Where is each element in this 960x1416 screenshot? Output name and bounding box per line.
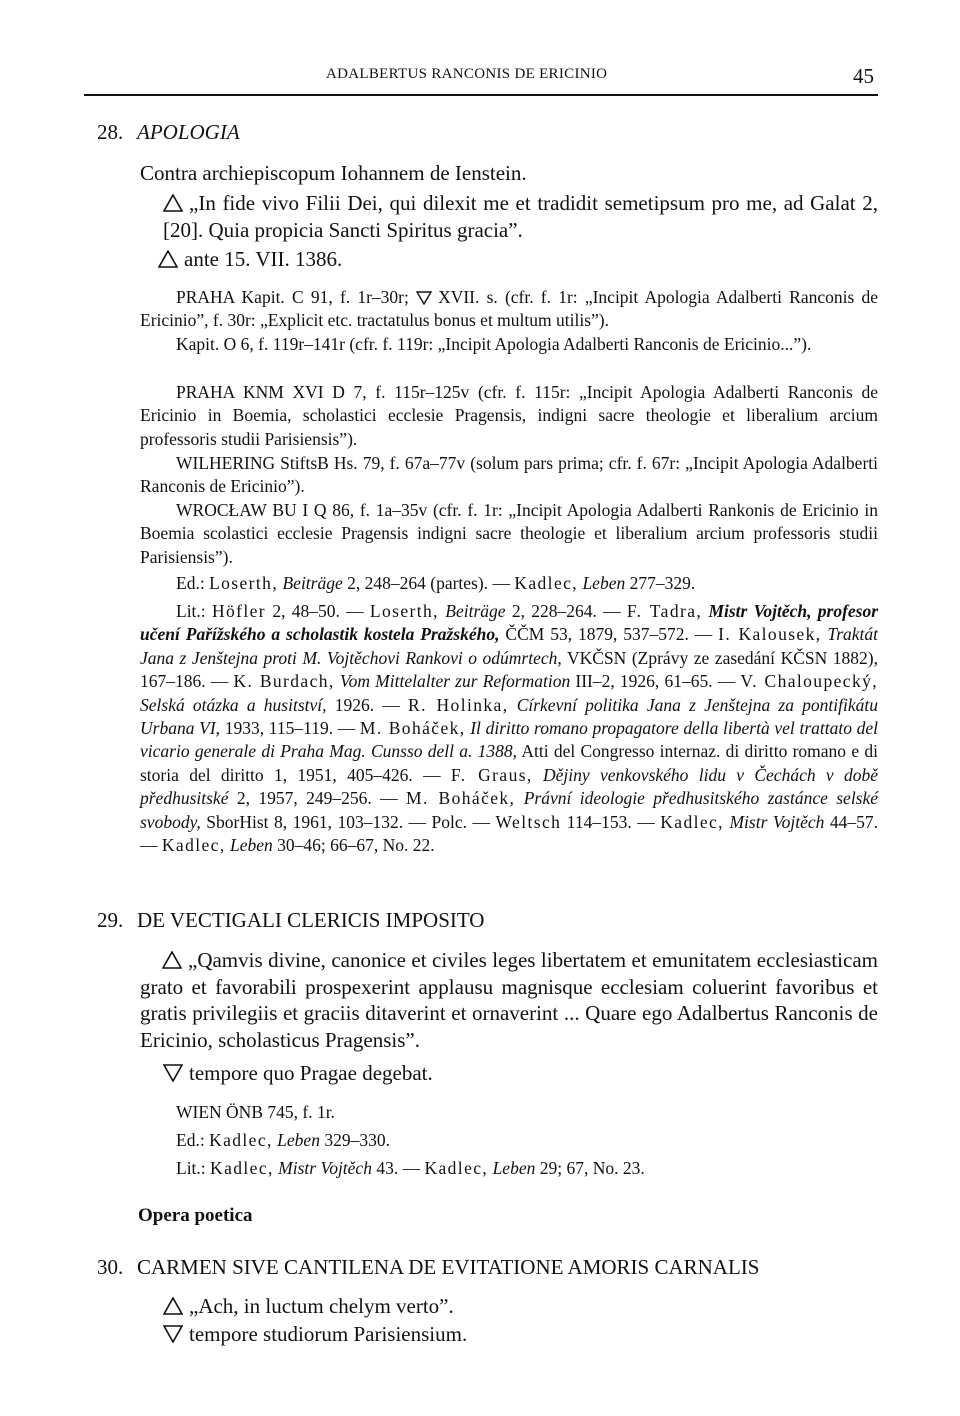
triangle-up-icon [158, 250, 178, 268]
citation: ČČM 53, 1879, 537–572. — [499, 624, 719, 645]
lit-label: Lit.: [176, 1158, 206, 1178]
ms-note: XVII. s. (cfr. f. 1r: „Incipit Apologia Adalberti Ranconis de Ericinio”, f. 30r: „Explicit etc. tractatulus bonus et multum utilis”). [140, 287, 878, 331]
citation: SborHist 8, 1961, 103–132. — Polc. — [200, 811, 496, 832]
section-heading: Opera poetica [138, 1205, 253, 1226]
entry-28-incipit [163, 190, 878, 243]
entry-29-incipit [140, 947, 878, 1053]
date-text: tempore studiorum Parisiensium. [189, 1322, 468, 1346]
citation: 2, 228–264. — [505, 601, 627, 621]
work-title: Právní ideologie předhusitského zastánce selské svobody, [140, 788, 879, 832]
page-header [84, 64, 878, 94]
entry-number: 30. [97, 1255, 124, 1279]
triangle-up-icon [163, 1297, 183, 1315]
citation: 1926. — [326, 694, 409, 715]
citation: 2, 48–50. — [266, 601, 370, 621]
citation: 43. — [376, 1158, 421, 1178]
citation: 44–57. — [140, 811, 879, 856]
work-title: Církevní politika Jana z Jenštejna za pontifikátu Urbana VI, [140, 694, 879, 739]
citation: 2, 248–264 (partes). — [347, 573, 510, 593]
author: Kadlec, [660, 811, 724, 832]
entry-30-date [163, 1321, 467, 1348]
ed-label: Ed.: [176, 1130, 205, 1150]
running-title: ADALBERTUS RANCONIS DE ERICINIO [326, 66, 608, 82]
work-title: Traktát Jana z Jenštejna proti M. Vojtěchovi Rankovi o odúmrtech, [140, 624, 878, 668]
triangle-up-icon [162, 951, 182, 969]
manuscript-praha-kapit-o6: Kapit. O 6, f. 119r–141r (cfr. f. 119r: „Incipit Apologia Adalberti Ranconis de Ericinio...”). [176, 334, 812, 354]
manuscript-wroclaw: WROCŁAW BU I Q 86, f. 1a–35v (cfr. f. 1r: „Incipit Apologia Adalberti Rankonis de Ericinio in Boemia scolastici ecclesie Pragensis indigni sacre theologie et liberalium arcium professoris studii Parisiensis”). [140, 500, 878, 567]
triangle-down-icon [163, 1325, 183, 1343]
work-title: Leben [229, 835, 273, 856]
entry-29-editions [176, 1129, 390, 1152]
author: Kadlec, [424, 1158, 489, 1178]
citation: III–2, 1926, 61–65. — [570, 671, 741, 692]
entry-29-heading [97, 908, 484, 933]
work-title: Il diritto romano propagatore della libertà vel trattato del vicario generale di Praha Mag. Cunsso dell a. 1388, [140, 718, 879, 762]
citation: 329–330. [324, 1130, 390, 1150]
date-text: tempore quo Pragae degebat. [189, 1061, 433, 1085]
citation: 2, 1957, 249–256. — [228, 788, 407, 809]
entry-title: APOLOGIA [137, 120, 240, 144]
page-number: 45 [853, 64, 874, 88]
entry-title: DE VECTIGALI CLERICIS IMPOSITO [137, 908, 485, 932]
incipit-text: „Ach, in luctum chelym verto”. [189, 1294, 454, 1318]
work-title: Mistr Vojtěch [729, 811, 825, 832]
entry-28-literature [140, 600, 878, 857]
incipit-text: „Qamvis divine, canonice et civiles leges libertatem et emunitatem ecclesiasticam grato et favorabili prospexerint applausu magnisque ecclesiam coluerint favoribus et gratis privilegiis et graciis ditaverint et ornaverint ... Quare ego Adalbertus Ranconis de Ericinio, scholasticus Pragensis”. [140, 948, 878, 1052]
entry-28-heading [97, 120, 240, 145]
incipit-text: „In fide vivo Filii Dei, qui dilexit me et tradidit semetipsum pro me, ad Galat 2, [20]. Quia propicia Sancti Spiritus gracia”. [163, 191, 878, 242]
citation: Atti del Congresso internaz. di diritto romano e di storia del diritto 1, 1951, 405–426. — [140, 741, 878, 785]
author: I. Kalousek, [718, 624, 822, 645]
author: Kadlec, [161, 835, 226, 856]
work-title: Beiträge [282, 573, 343, 593]
work-title: Leben [277, 1130, 320, 1150]
author: M. Boháček, [359, 718, 466, 739]
entry-title: CARMEN SIVE CANTILENA DE EVITATIONE AMORIS CARNALIS [137, 1255, 760, 1279]
author: Kadlec, [209, 1130, 273, 1150]
author: Loserth, [209, 573, 279, 593]
triangle-up-icon [163, 194, 183, 212]
work-title: Leben [582, 573, 626, 593]
author: Kadlec, [514, 573, 579, 593]
manuscript-praha-kapit-c91 [140, 286, 878, 333]
entry-28-subtitle: Contra archiepiscopum Iohannem de Ienstein. [140, 161, 527, 185]
work-title: Dějiny venkovského lidu v Čechách v době předhusitské [140, 764, 879, 809]
author: Weltsch [495, 811, 562, 832]
entry-29-literature [176, 1157, 645, 1180]
work-title: Leben [492, 1158, 536, 1178]
work-title: Beiträge [445, 601, 506, 621]
work-title: Selská otázka a husitství, [140, 694, 327, 715]
author: M. Boháček, [406, 788, 516, 809]
ms-shelfmark: PRAHA Kapit. C 91, f. 1r–30r; [176, 287, 409, 307]
citation: 30–46; 66–67, No. 22. [272, 835, 435, 856]
citation: VKČSN (Zprávy ze zasedání KČSN 1882), 167–186. — [140, 647, 878, 692]
work-title: Vom Mittelalter zur Reformation [339, 671, 571, 692]
author: K. Burdach, [233, 671, 335, 692]
citation: 114–153. — [561, 811, 661, 832]
author: F. Tadra, [626, 601, 703, 621]
entry-28-editions [140, 572, 878, 595]
triangle-down-icon [416, 291, 432, 305]
entry-30-heading [97, 1255, 759, 1280]
author: V. Chaloupecký, [740, 671, 879, 692]
author: F. Graus, [450, 764, 533, 785]
citation: 1933, 115–119. — [220, 718, 360, 739]
header-rule [84, 94, 878, 96]
author: Höfler [211, 601, 267, 621]
manuscript-praha-knm: PRAHA KNM XVI D 7, f. 115r–125v (cfr. f. 115r: „Incipit Apologia Adalberti Ranconis de Ericinio in Boemia, scholastici ecclesie Pragensis, indigni sacre theologie et liberalium arcium professoris studii Parisiensis”). [140, 382, 878, 449]
author: R. Holinka, [408, 694, 509, 715]
triangle-down-icon [163, 1064, 183, 1082]
manuscript-wilhering: WILHERING StiftsB Hs. 79, f. 67a–77v (solum pars prima; cfr. f. 67r: „Incipit Apologia Adalberti Ranconis de Ericinio”). [140, 453, 878, 497]
citation: 277–329. [629, 573, 696, 593]
date-text: ante 15. VII. 1386. [184, 247, 343, 271]
lit-label: Lit.: [176, 601, 206, 621]
entry-29-manuscript: WIEN ÖNB 745, f. 1r. [176, 1102, 335, 1122]
work-title: Mistr Vojtěch [278, 1158, 372, 1178]
entry-number: 29. [97, 908, 124, 932]
entry-30-incipit [163, 1293, 454, 1320]
entry-number: 28. [97, 120, 124, 144]
entry-29-date [163, 1060, 433, 1087]
author: Kadlec, [210, 1158, 274, 1178]
author: Loserth, [369, 601, 439, 621]
entry-28-date [158, 246, 342, 273]
ed-label: Ed.: [176, 573, 205, 593]
citation: 29; 67, No. 23. [539, 1158, 645, 1178]
work-title: Mistr Vojtěch, profesor učení Pařížského a scholastik kostela Pražského, [140, 601, 879, 645]
